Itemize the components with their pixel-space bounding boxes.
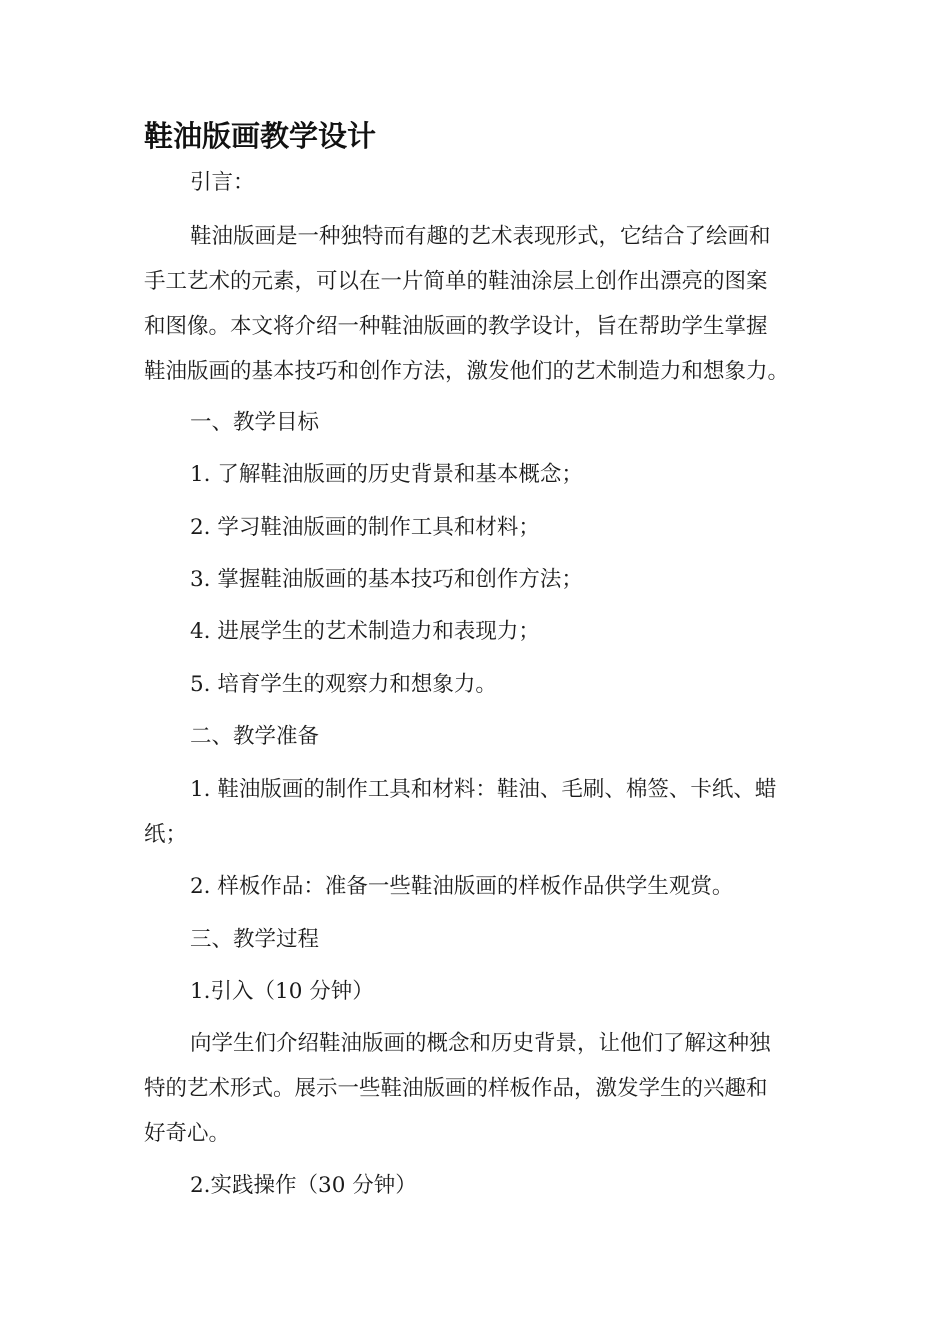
- section1-item-4: 4. 进展学生的艺术制造力和表现力；: [190, 619, 540, 644]
- intro-paragraph-line-4: 鞋油版画的基本技巧和创作方法，激发他们的艺术制造力和想象力。: [144, 359, 790, 384]
- section1-item-2: 2. 学习鞋油版画的制作工具和材料；: [190, 515, 540, 540]
- section1-item-3: 3. 掌握鞋油版画的基本技巧和创作方法；: [190, 567, 583, 592]
- intro-paragraph-line-2: 手工艺术的元素，可以在一片简单的鞋油涂层上创作出漂亮的图案: [144, 269, 768, 294]
- section2-item-1-line-2: 纸；: [144, 822, 188, 847]
- section3-step1-line-3: 好奇心。: [144, 1121, 231, 1146]
- section3-step1-line-1: 向学生们介绍鞋油版画的概念和历史背景，让他们了解这种独: [190, 1031, 771, 1056]
- document-title: 鞋油版画教学设计: [144, 119, 377, 153]
- section1-heading: 一、教学目标: [190, 410, 320, 435]
- section2-heading: 二、教学准备: [190, 724, 320, 749]
- section3-heading: 三、教学过程: [190, 927, 320, 952]
- intro-paragraph-line-3: 和图像。本文将介绍一种鞋油版画的教学设计，旨在帮助学生掌握: [144, 314, 768, 339]
- section2-item-2: 2. 样板作品：准备一些鞋油版画的样板作品供学生观赏。: [190, 874, 734, 899]
- intro-heading: 引言：: [190, 170, 255, 195]
- section2-item-1-line-1: 1. 鞋油版画的制作工具和材料：鞋油、毛刷、棉签、卡纸、蜡: [190, 777, 777, 802]
- section3-step1-heading: 1.引入（10 分钟）: [190, 979, 374, 1004]
- section1-item-5: 5. 培育学生的观察力和想象力。: [190, 672, 497, 697]
- intro-paragraph-line-1: 鞋油版画是一种独特而有趣的艺术表现形式，它结合了绘画和: [190, 224, 771, 249]
- section3-step2-heading: 2.实践操作（30 分钟）: [190, 1173, 417, 1198]
- section1-item-1: 1. 了解鞋油版画的历史背景和基本概念；: [190, 462, 583, 487]
- section3-step1-line-2: 特的艺术形式。展示一些鞋油版画的样板作品，激发学生的兴趣和: [144, 1076, 768, 1101]
